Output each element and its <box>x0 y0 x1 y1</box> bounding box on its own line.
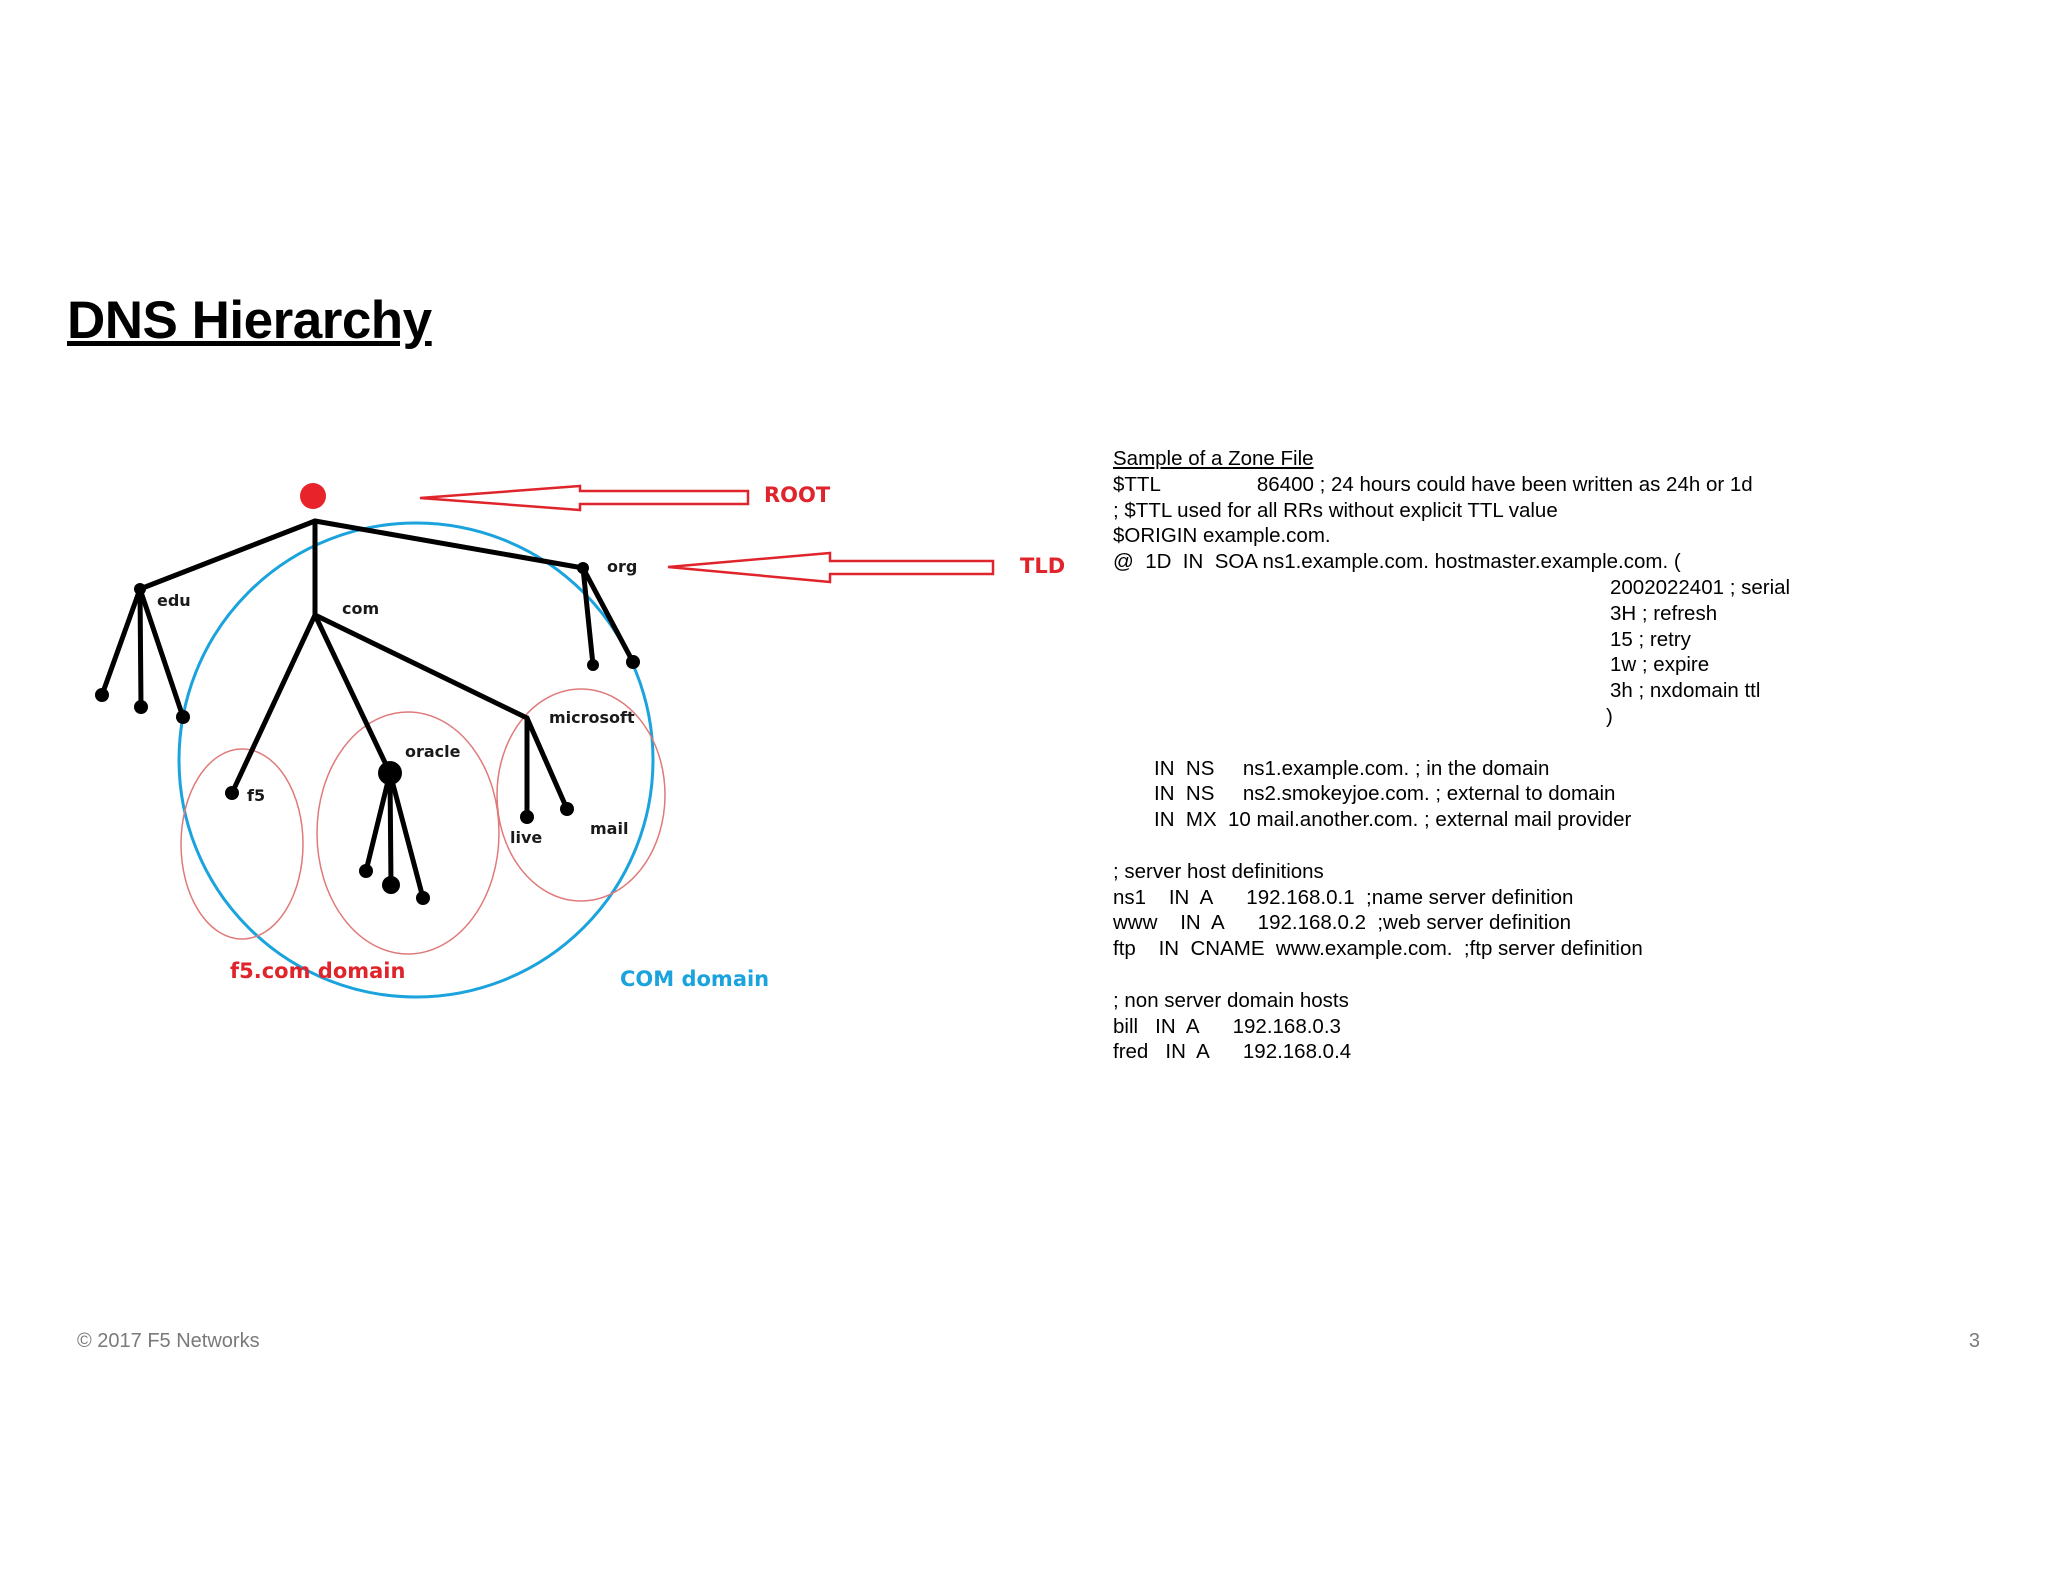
zone-line: ; server host definitions <box>1113 859 1324 883</box>
zone-line: IN NS ns2.smokeyjoe.com. ; external to domain <box>1154 782 1616 806</box>
f5-domain-circle <box>181 749 303 939</box>
zone-line: 15 ; retry <box>1610 627 1691 651</box>
zone-line: ) <box>1606 704 1613 728</box>
mail-label: mail <box>590 819 629 838</box>
zone-line <box>1113 833 1790 859</box>
tld-label: TLD <box>1020 554 1066 578</box>
zone-line: $ORIGIN example.com. <box>1113 524 1331 548</box>
zone-line: www IN A 192.168.0.2 ;web server definition <box>1113 911 1572 935</box>
edu-label: edu <box>157 591 191 610</box>
com-label: com <box>342 599 380 618</box>
zone-line: $TTL 86400 ; 24 hours could have been written as 24h or 1d <box>1113 472 1753 496</box>
zone-line: @ 1D IN SOA ns1.example.com. hostmaster.example.com. ( <box>1113 550 1681 574</box>
zone-line: IN NS ns1.example.com. ; in the domain <box>1154 756 1550 780</box>
root-arrow <box>420 486 748 510</box>
oracle-label: oracle <box>405 742 461 761</box>
zone-file-heading: Sample of a Zone File <box>1113 447 1314 470</box>
zone-line <box>1113 962 1790 988</box>
zone-line: IN MX 10 mail.another.com. ; external mail provider <box>1154 808 1632 832</box>
zone-line: fred IN A 192.168.0.4 <box>1113 1040 1352 1064</box>
zone-line: bill IN A 192.168.0.3 <box>1113 1014 1341 1038</box>
f5-label: f5 <box>247 786 266 805</box>
copyright-footer: © 2017 F5 Networks <box>77 1330 260 1352</box>
zone-line: ns1 IN A 192.168.0.1 ;name server definition <box>1113 885 1574 909</box>
zone-line: ; $TTL used for all RRs without explicit TTL value <box>1113 498 1558 522</box>
com-domain-label: COM domain <box>620 967 770 991</box>
zone-line: 1w ; expire <box>1610 653 1710 677</box>
microsoft-label: microsoft <box>549 708 635 727</box>
live-label: live <box>510 828 543 847</box>
zone-line: 3H ; refresh <box>1610 601 1718 625</box>
root-label: ROOT <box>764 483 831 507</box>
slide-title: DNS Hierarchy <box>67 291 432 350</box>
tld-arrow <box>668 553 993 582</box>
dns-hierarchy-diagram <box>0 0 1100 1100</box>
zone-line: 3h ; nxdomain ttl <box>1610 679 1761 703</box>
zone-file-sample <box>1113 446 1790 1065</box>
zone-line: ftp IN CNAME www.example.com. ;ftp server definition <box>1113 937 1643 961</box>
zone-line: ; non server domain hosts <box>1113 988 1349 1012</box>
root-node <box>300 483 326 509</box>
zone-line: 2002022401 ; serial <box>1610 575 1791 599</box>
org-label: org <box>607 557 638 576</box>
f5-domain-label: f5.com domain <box>230 959 406 983</box>
zone-line <box>1113 730 1790 756</box>
page-number: 3 <box>1968 1330 1980 1352</box>
